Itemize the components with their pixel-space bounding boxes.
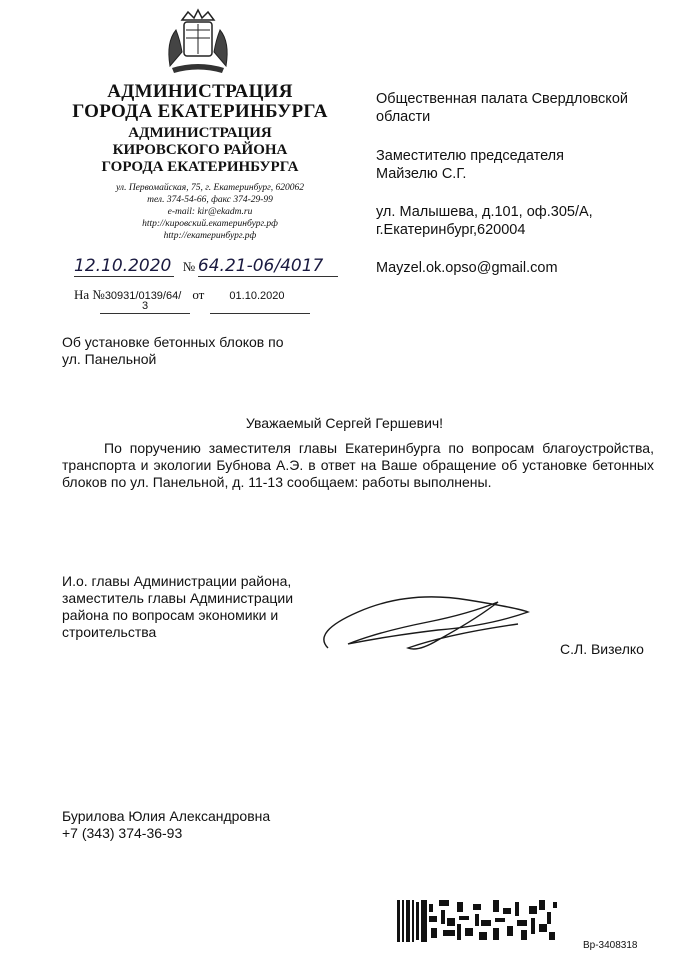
signature-role-line4: строительства: [62, 624, 157, 640]
handwritten-signature: [318, 582, 543, 662]
executor-name: Бурилова Юлия Александровна: [62, 808, 271, 824]
recipient-email: Mayzel.ok.opso@gmail.com: [376, 260, 558, 276]
contacts-block: [90, 182, 330, 242]
admin-city-line1: АДМИНИСТРАЦИЯ: [107, 81, 293, 102]
ref-date: 01.10.2020: [229, 290, 285, 302]
recipient-addr-line1: ул. Малышева, д.101, оф.305/А,: [376, 204, 593, 220]
reference-line: [74, 287, 284, 303]
ref-prefix: На №: [74, 287, 105, 302]
subject-line1: Об установке бетонных блоков по: [62, 334, 284, 350]
admin-district-line2: КИРОВСКОГО РАЙОНА: [112, 142, 288, 158]
executor-phone: +7 (343) 374-36-93: [62, 825, 183, 841]
body-paragraph: По поручению заместителя главы Екатеринбурга по вопросам благоустройства, транспорта и экологии Бубнова А.Э. в ответ на Ваше обращение об установке бетонных блоков по ул. Панельной, д. 11-13 сообщаем: работы выполнены.: [62, 440, 654, 490]
admin-city-line2: ГОРОДА ЕКАТЕРИНБУРГА: [72, 101, 328, 122]
signature-role-line3: района по вопросам экономики и: [62, 607, 279, 623]
barcode-image: [397, 900, 557, 942]
admin-district-line3: ГОРОДА ЕКАТЕРИНБУРГА: [101, 159, 299, 175]
phone-line: тел. 374-54-66, факс 374-29-99: [147, 195, 273, 205]
ref-number-cont: 3: [142, 300, 149, 312]
recipient-role-line1: Заместителю председателя: [376, 148, 564, 164]
coat-of-arms-emblem: [162, 6, 234, 76]
recipient-role-line2: Майзелю С.Г.: [376, 166, 467, 182]
recipient-addr-line2: г.Екатеринбург,620004: [376, 222, 526, 238]
ref-number: 30931/0139/64/: [104, 290, 182, 302]
site-line-1: http://кировский.екатеринбург.рф: [142, 219, 278, 229]
recipient-org-line2: области: [376, 109, 431, 125]
greeting: Уважаемый Сергей Гершевич!: [245, 415, 444, 431]
signature-name: С.Л. Визелко: [560, 641, 644, 657]
signature-role-line1: И.о. главы Администрации района,: [62, 573, 292, 589]
email-line: e-mail: kir@ekadm.ru: [167, 207, 253, 217]
reg-number: 64.21-06/4017: [198, 256, 338, 277]
recipient-org-line1: Общественная палата Свердловской: [376, 91, 628, 107]
signature-role: [62, 573, 322, 641]
ref-date-underline: [210, 313, 310, 314]
signature-role-line2: заместитель главы Администрации: [62, 590, 294, 606]
reg-number-prefix: №: [182, 259, 196, 274]
admin-district-line1: АДМИНИСТРАЦИЯ: [128, 125, 272, 141]
ref-from: от: [192, 287, 205, 302]
executor-block: [62, 808, 270, 842]
reg-date: 12.10.2020: [74, 256, 174, 277]
address-line: ул. Первомайская, 75, г. Екатеринбург, 620062: [115, 183, 305, 193]
registration-line: [74, 256, 344, 277]
ref-underline: [100, 313, 190, 314]
site-line-2: http://екатеринбург.рф: [163, 231, 257, 241]
subject-line2: ул. Панельной: [62, 351, 157, 367]
document-id: Вр-3408318: [583, 940, 638, 951]
